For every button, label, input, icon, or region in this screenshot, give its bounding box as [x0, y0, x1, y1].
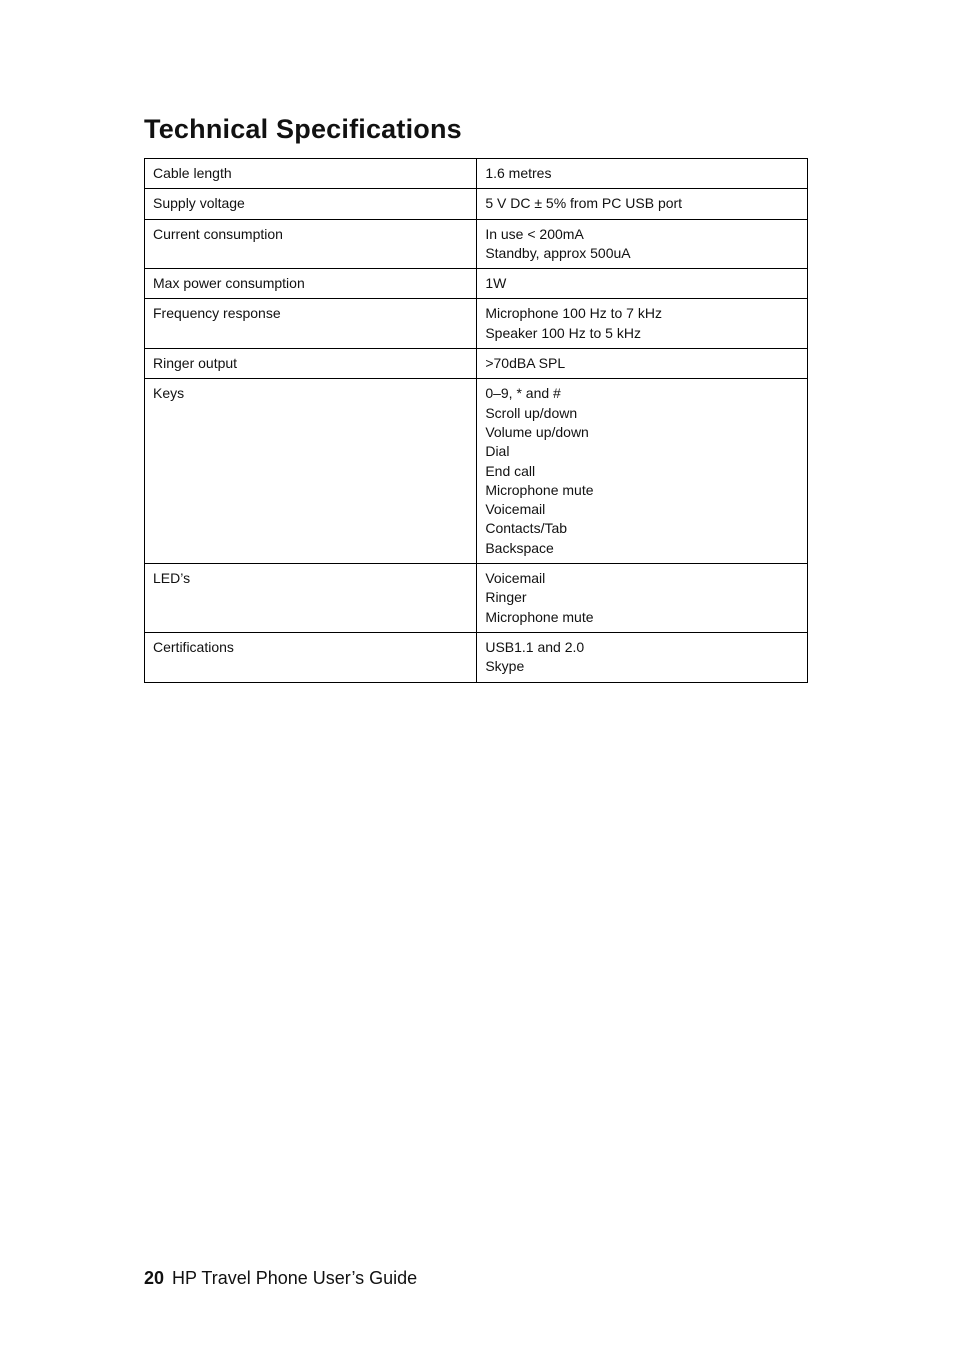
spec-row	[145, 632, 808, 682]
spec-row	[145, 219, 808, 269]
spec-value	[477, 189, 808, 219]
spec-value-line: Dial	[485, 443, 510, 460]
page-number: 20	[144, 1268, 165, 1288]
spec-value-line: >70dBA SPL	[485, 355, 566, 372]
spec-value-line: In use < 200mA	[485, 225, 584, 242]
spec-value-line: Speaker 100 Hz to 5 kHz	[485, 324, 641, 341]
spec-value	[477, 349, 808, 379]
spec-value	[477, 564, 808, 633]
spec-row	[145, 269, 808, 299]
spec-value-line: Ringer	[485, 589, 527, 606]
spec-label: Supply voltage	[145, 189, 477, 219]
spec-label: Max power consumption	[145, 269, 477, 299]
spec-value	[477, 269, 808, 299]
spec-value-line: Backspace	[485, 539, 554, 556]
spec-value-line: Standby, approx 500uA	[485, 244, 631, 261]
spec-label: LED’s	[145, 564, 477, 633]
spec-label: Frequency response	[145, 299, 477, 349]
spec-label: Ringer output	[145, 349, 477, 379]
specifications-table-body	[145, 159, 808, 683]
page-title: Technical Specifications	[144, 114, 462, 144]
spec-row	[145, 379, 808, 564]
spec-value-line: Skype	[485, 658, 525, 675]
spec-value-line: Volume up/down	[485, 423, 589, 440]
spec-value-line: USB1.1 and 2.0	[485, 638, 585, 655]
spec-value-line: End call	[485, 462, 536, 479]
spec-value-line: 1W	[485, 275, 507, 292]
spec-value-line: Voicemail	[485, 570, 546, 587]
specifications-table	[144, 158, 808, 683]
spec-value	[477, 159, 808, 189]
spec-label: Cable length	[145, 159, 477, 189]
spec-row	[145, 299, 808, 349]
spec-value-line: Microphone 100 Hz to 7 kHz	[485, 305, 662, 322]
spec-value-line: 5 V DC ± 5% from PC USB port	[485, 195, 683, 212]
spec-value	[477, 299, 808, 349]
spec-value-line: Contacts/Tab	[485, 520, 568, 537]
spec-row	[145, 189, 808, 219]
spec-value-line: 0–9, * and #	[485, 385, 561, 402]
spec-value	[477, 632, 808, 682]
spec-value-line: 1.6 metres	[485, 165, 552, 181]
spec-row	[145, 349, 808, 379]
spec-value	[477, 379, 808, 564]
spec-value-line: Microphone mute	[485, 608, 594, 625]
spec-value-line: Scroll up/down	[485, 404, 578, 421]
spec-row	[145, 159, 808, 189]
page-footer	[144, 1268, 417, 1290]
spec-label: Current consumption	[145, 219, 477, 269]
spec-value	[477, 219, 808, 269]
spec-label: Keys	[145, 379, 477, 564]
guide-title: HP Travel Phone User’s Guide	[172, 1268, 418, 1288]
spec-value-line: Voicemail	[485, 501, 546, 518]
spec-value-line: Microphone mute	[485, 481, 594, 498]
spec-row	[145, 564, 808, 633]
spec-label: Certifications	[145, 632, 477, 682]
